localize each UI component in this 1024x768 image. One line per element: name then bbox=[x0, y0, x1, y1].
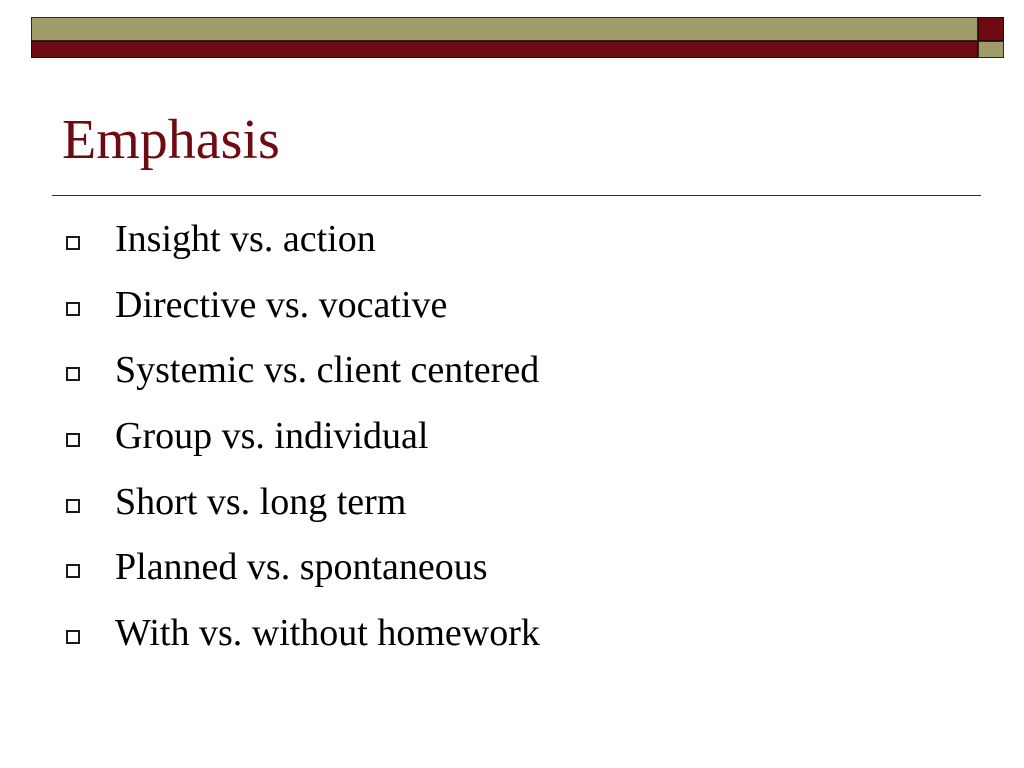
bullet-item bbox=[0, 280, 1000, 346]
bullet-text: Systemic vs. client centered bbox=[115, 349, 540, 392]
hollow-square-bullet-icon bbox=[66, 433, 80, 447]
bullet-item bbox=[0, 608, 1000, 674]
title-divider bbox=[52, 195, 981, 196]
bullet-item bbox=[0, 345, 1000, 411]
header-red-square bbox=[978, 17, 1004, 41]
bullet-text: Short vs. long term bbox=[115, 480, 407, 523]
slide-title: Emphasis bbox=[62, 109, 280, 171]
hollow-square-bullet-icon bbox=[66, 564, 80, 578]
hollow-square-bullet-icon bbox=[66, 630, 80, 644]
bullet-text: With vs. without homework bbox=[115, 612, 540, 655]
bullet-item bbox=[0, 214, 1000, 280]
bullet-text: Group vs. individual bbox=[115, 415, 429, 458]
hollow-square-bullet-icon bbox=[66, 499, 80, 513]
bullet-item bbox=[0, 411, 1000, 477]
bullet-list bbox=[0, 214, 1000, 674]
hollow-square-bullet-icon bbox=[66, 236, 80, 250]
header-olive-bar bbox=[31, 17, 978, 41]
bullet-item bbox=[0, 477, 1000, 543]
header-red-bar bbox=[31, 41, 978, 58]
bullet-text: Planned vs. spontaneous bbox=[115, 546, 488, 589]
header-olive-square bbox=[978, 41, 1004, 58]
bullet-text: Insight vs. action bbox=[115, 218, 376, 260]
hollow-square-bullet-icon bbox=[66, 367, 80, 381]
bullet-item bbox=[0, 542, 1000, 608]
hollow-square-bullet-icon bbox=[66, 302, 80, 316]
bullet-text: Directive vs. vocative bbox=[115, 283, 448, 326]
